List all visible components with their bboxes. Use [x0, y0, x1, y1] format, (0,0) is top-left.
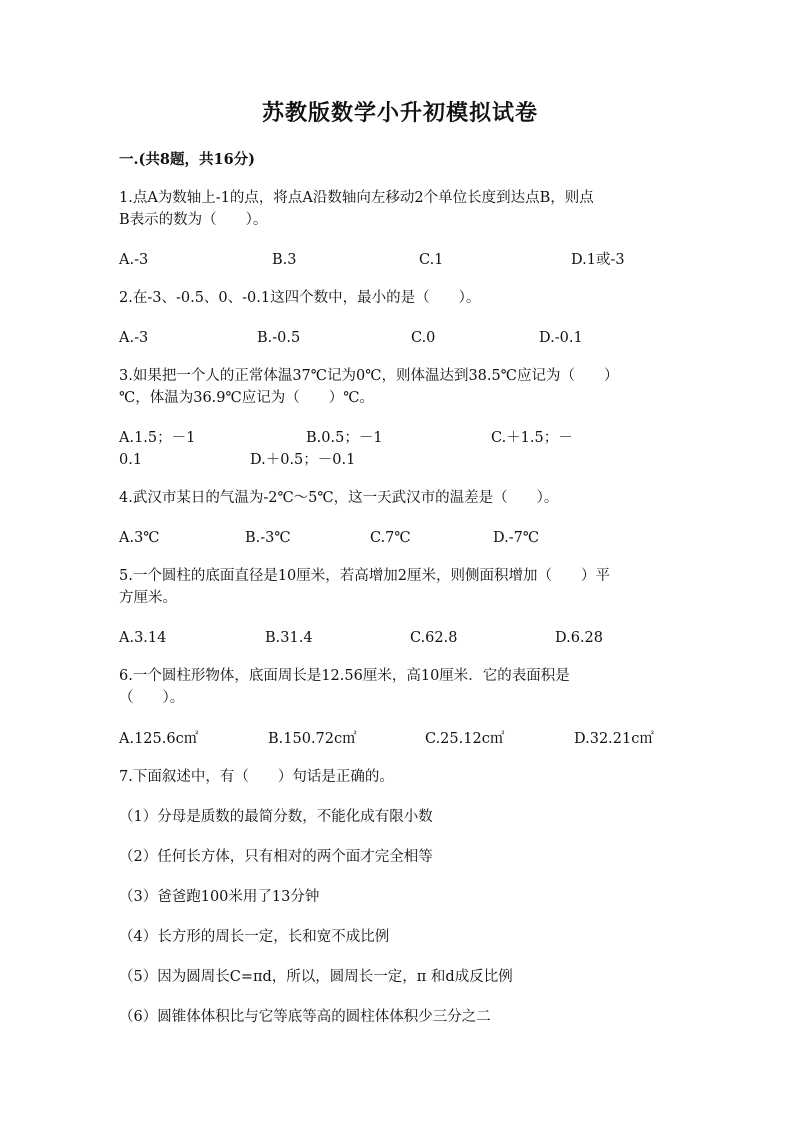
question-1-option-c: C.1	[419, 252, 444, 268]
question-6-text: 6.一个圆柱形物体，底面周长是12.56厘米，高10厘米．它的表面积是	[119, 668, 570, 684]
question-5-option-a: A.3.14	[119, 630, 167, 646]
question-6-option-b: B.150.72c㎡	[268, 731, 357, 747]
question-2-option-a: A.-3	[119, 330, 149, 346]
question-3-option-d: D.＋0.5；－0.1	[250, 452, 356, 468]
question-4-text: 4.武汉市某日的气温为-2℃～5℃，这一天武汉市的温差是（ ）。	[119, 490, 559, 506]
question-4-option-c: C.7℃	[370, 530, 411, 546]
question-5-option-c: C.62.8	[410, 630, 458, 646]
question-3-option-a: A.1.5；－1	[119, 430, 196, 446]
question-7-text: 7.下面叙述中，有（ ）句话是正确的。	[119, 769, 394, 785]
question-2-option-d: D.-0.1	[539, 330, 583, 346]
question-7-statement-2: （2）任何长方体，只有相对的两个面才完全相等	[119, 849, 433, 865]
section-heading: 一.(共8题，共16分)	[119, 151, 256, 168]
question-2-option-b: B.-0.5	[257, 330, 301, 346]
question-1-option-a: A.-3	[119, 252, 149, 268]
question-3-option-c-cont: 0.1	[119, 452, 143, 468]
question-5-option-b: B.31.4	[265, 630, 313, 646]
question-6-option-a: A.125.6c㎡	[119, 731, 199, 747]
question-6-option-c: C.25.12c㎡	[425, 731, 505, 747]
question-7-statement-3: （3）爸爸跑100米用了13分钟	[119, 889, 320, 905]
question-4-option-d: D.-7℃	[493, 530, 540, 546]
question-5-option-d: D.6.28	[555, 630, 604, 646]
question-4-option-b: B.-3℃	[245, 530, 291, 546]
question-3-text-cont: ℃，体温为36.9℃应记为（ ）℃。	[119, 390, 374, 406]
question-7-statement-1: （1）分母是质数的最简分数，不能化成有限小数	[119, 809, 433, 825]
question-7-statement-5: （5）因为圆周长C=πd，所以，圆周长一定，π 和d成反比例	[119, 969, 513, 985]
question-7-statement-4: （4）长方形的周长一定，长和宽不成比例	[119, 929, 390, 945]
question-2-option-c: C.0	[411, 330, 436, 346]
page-title: 苏教版数学小升初模拟试卷	[261, 100, 538, 126]
question-5-text: 5.一个圆柱的底面直径是10厘米，若高增加2厘米，则侧面积增加（ ）平	[119, 568, 611, 584]
question-3-option-b: B.0.5；－1	[306, 430, 383, 446]
question-1-option-d: D.1或-3	[571, 252, 625, 268]
question-6-option-d: D.32.21c㎡	[574, 731, 654, 747]
question-7-statement-6: （6）圆锥体体积比与它等底等高的圆柱体体积少三分之二	[119, 1009, 491, 1025]
question-4-option-a: A.3℃	[119, 530, 160, 546]
question-3-text: 3.如果把一个人的正常体温37℃记为0℃，则体温达到38.5℃应记为（ ）	[119, 368, 619, 384]
question-1-option-b: B.3	[272, 252, 297, 268]
question-5-text-cont: 方厘米。	[119, 590, 177, 606]
question-1-text-cont: B表示的数为（ ）。	[119, 212, 268, 228]
question-3-option-c: C.＋1.5；－	[491, 430, 573, 446]
question-6-text-cont: （ ）。	[119, 690, 185, 706]
question-1-text: 1.点A为数轴上-1的点，将点A沿数轴向左移动2个单位长度到达点B，则点	[119, 190, 594, 206]
question-2-text: 2.在-3、-0.5、0、-0.1这四个数中，最小的是（ ）。	[119, 290, 481, 306]
